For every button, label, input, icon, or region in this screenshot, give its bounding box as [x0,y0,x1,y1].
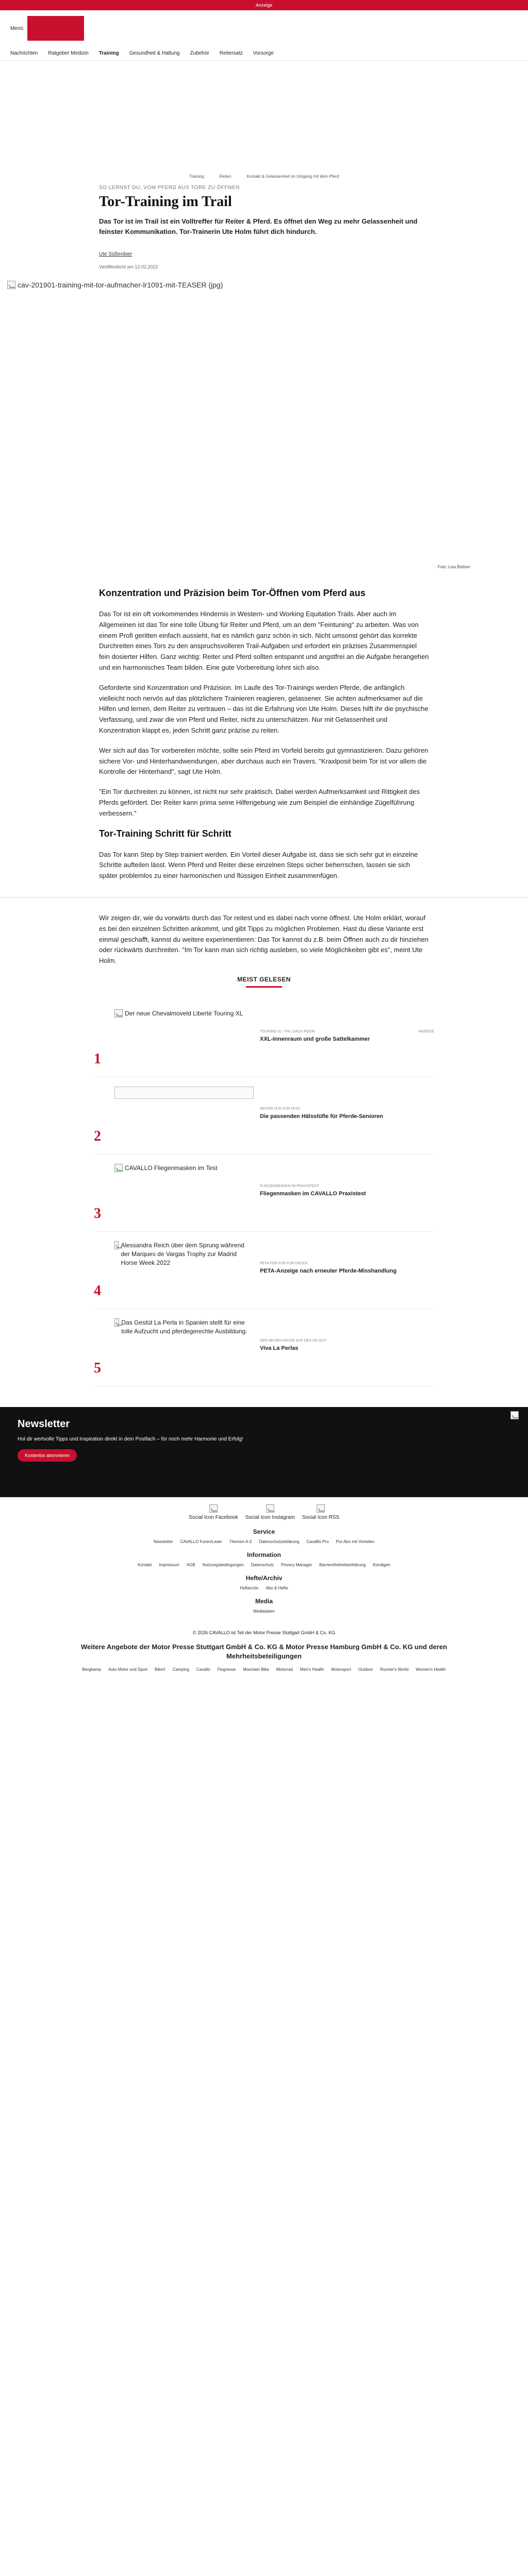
teaser-headline[interactable]: Viva La Perlas [260,1345,299,1351]
article-outro [99,913,429,967]
title-underline [246,986,282,988]
image-alt-text: Alessandra Reich über dem Sprung während der Marques de Vargas Trophy zur Madrid Horse Week 2022 [121,1241,244,1266]
teaser-headline[interactable]: Fliegenmasken im CAVALLO Praxistest [260,1190,366,1197]
section-heading: Tor-Training Schritt für Schritt [99,828,232,839]
teaser-text [260,1241,434,1299]
partner-link[interactable]: BikeX [155,1667,166,1672]
article-header [99,174,429,269]
footer-links [0,1609,528,1614]
category-label: TOURING XL / PKL DACK ROOM [260,1029,315,1033]
footer-link[interactable]: Datenschutzerklärung [259,1539,300,1544]
teaser-text [260,1164,434,1222]
newsletter-text: Hol dir wertvolle Tipps und Inspiration direkt in dein Postfach – für noch mehr Harmonie und Erfolg! [18,1436,243,1442]
partner-link[interactable]: Runner's World [380,1667,409,1672]
paragraph: Wer sich auf das Tor vorbereiten möchte, sollte sein Pferd im Vorfeld bereits gut gymnastizieren. Dazu gehören sichere Vor- und Hinterhandwendungen, aber durchaus auch ein Travers. "Kraxlposit beim Tor ist vor allem die Kontrolle der Hinterhand", sagt Ute Holm. [99,746,428,776]
footer-information [0,1551,528,1567]
menu-button[interactable]: Menü [10,25,24,31]
rank-number: 2 [94,1128,101,1144]
teaser-category [260,1107,434,1111]
rank-number: 5 [94,1360,101,1376]
teaser-category [260,1262,434,1265]
most-read-item[interactable] [94,1309,434,1386]
partner-link[interactable]: Motorrad [276,1667,293,1672]
copyright: © 2026 CAVALLO ist Teil der Motor Presse Stuttgart GmbH & Co. KG [192,1630,336,1635]
nav-item-active[interactable]: Training [98,50,119,56]
site-header [0,10,528,46]
breadcrumb [99,174,429,179]
broken-image-icon [114,1318,119,1327]
nav-item[interactable]: Vorsorge [253,50,274,56]
teaser-text [260,1009,434,1067]
broken-image-icon [114,1164,123,1172]
teaser-headline[interactable]: Die passenden Hälsstüfle für Pferde-Senioren [260,1113,384,1120]
most-read-item[interactable] [94,1155,434,1232]
footer-hefte [0,1574,528,1590]
paragraph: Das Tor ist ein oft vorkommendes Hindernis in Western- und Working Equitation Trails. Aber auch im Allgemeinen ist das Tor eine tolle Übung für Reiter und Pferd, um an dem "Feintuning" zu arbeiten. Was von einem Profi geritten einfach aussieht, hat es nämlich ganz schön in sich. Nicht umsonst gehört das korrekte Durchreiten eines Tors zu den anspruchsvolleren Trail-Aufgaben und erfordert ein präzises Zusammenspiel fein dosierter Hilfen. Ganz wichtig: Reiter und Pferd sollten entspannt und angstfrei an die Aufgabe herangehen und ein harmonisches Team bilden. Eine gute Vorbereitung lohnt sich also. [99,610,429,671]
partner-link[interactable]: Auto Motor und Sport [108,1667,147,1672]
facebook-icon[interactable] [189,1504,238,1521]
partner-link[interactable]: Camping [172,1667,189,1672]
paragraph: Das Tor kann Step by Step trainiert werden. Ein Vorteil dieser Aufgabe ist, dass sie sich sehr gut in einzelne Schritte aufteilen lässt. Wenn Pferd und Reiter diese einzelnen Steps sicher beherrschen, lassen sie sich später problemlos zu einer harmonischen und flüssigen Einheit zusammenfügen. [99,850,418,880]
newsletter-box [0,1407,528,1497]
category-label: REITER FÜR FÜR FEST [260,1107,301,1111]
most-read-item[interactable] [94,1000,434,1077]
footer-link[interactable]: Abo & Hefte [266,1585,288,1590]
footer-heading: Service [253,1528,275,1535]
hero-image [0,280,528,579]
social-label: Social Icon RSS [302,1514,340,1520]
publish-date: Veröffentlicht am 12.02.2022 [99,264,158,269]
footer-service [0,1528,528,1544]
most-read-item[interactable] [94,1077,434,1155]
social-label: Social Icon Facebook [188,1514,238,1520]
teaser-image[interactable] [114,1241,254,1299]
social-links [0,1504,528,1521]
top-ad-bar [0,0,528,10]
image-alt-text: Das Gestüt La Perla in Spanien stellt für eine tolle Aufzucht und pferdegerechte Ausbildung. [121,1318,248,1335]
article-section [99,588,429,882]
partner-link[interactable]: Women's Health [416,1667,446,1672]
teaser-headline[interactable]: PETA-Anzeige nach erneuter Pferde-Misshandlung [260,1267,397,1274]
broken-image-icon [510,1411,519,1419]
teaser-image[interactable] [114,1009,254,1067]
nav-item[interactable]: Reitersatz [219,50,243,56]
nav-item[interactable]: Nachrichten [10,50,38,56]
partner-link[interactable]: Outdoor [358,1667,373,1672]
nav-item[interactable]: Gesundheit & Haltung [129,50,180,56]
rank-number: 4 [94,1282,101,1299]
footer-link[interactable]: Privacy Manager [281,1562,312,1567]
footer-heading: Hefte/Archiv [245,1574,283,1582]
image-placeholder [114,1087,254,1099]
teaser-headline[interactable]: XXL-Innenraum und große Sattelkammer [260,1036,370,1042]
broken-image-icon [114,1009,123,1018]
site-logo[interactable] [27,16,84,41]
teaser-image[interactable] [114,1087,254,1145]
footer-link[interactable]: AGB [186,1562,195,1567]
broken-image-icon [266,1504,274,1513]
teaser-image[interactable] [114,1164,254,1222]
most-read-title: MEIST GELESEN [237,975,291,983]
image-alt-text: Der neue Chevalmoveld Liberté Touring XL [125,1009,243,1017]
partner-link[interactable]: Bergkamp [82,1667,101,1672]
author-link[interactable]: Ute Süßenbier [99,251,133,257]
newsletter-subscribe-button[interactable]: Kostenlos abonnieren [18,1449,77,1462]
partner-link[interactable]: Motorsport [331,1667,351,1672]
image-credit: Foto: Lisa Büttner [437,565,470,569]
broken-image-icon [317,1504,325,1513]
newsletter-title: Newsletter [18,1418,70,1430]
footer-link[interactable]: Pur Abo mit Vorteilen [336,1539,375,1544]
footer-media [0,1598,528,1614]
partner-link[interactable]: Mountain Bike [243,1667,269,1672]
more-offers-links [0,1667,528,1687]
footer-link[interactable]: Themen A-Z [229,1539,252,1544]
more-offers-title: Weitere Angebote der Motor Presse Stuttgart GmbH & Co. KG & Motor Presse Hamburg GmbH & Co. KG und deren Mehrheitsbeteiligungen [80,1642,448,1660]
article-lead: Das Tor ist im Trail ist ein Volltreffer für Reiter & Pferd. Es öffnet den Weg zu mehr Gelassenheit und feinster Kommunikation. Tor-Trainerin Ute Holm führt dich hindurch. [99,217,418,235]
paragraph: "Ein Tor durchreiten zu können, ist nicht nur sehr praktisch. Dabei werden Aufmerksamkeit und Rittigkeit des Pferds gefördert. Der Reiter kann prima seine Hilfengebung wie zum Beispiel die einhändige Zügelführung verbessern." [99,788,420,817]
most-read-item[interactable] [94,1232,434,1309]
hero-alt-text: cav-201901-training-mit-tor-aufmacher-lr1091-mit-TEASER (jpg) [18,281,223,289]
social-label: Social Icon Instagram [245,1514,295,1520]
instagram-icon[interactable] [245,1504,295,1521]
paragraph: Geforderte sind Konzentration und Präzision. Im Laufe des Tor-Trainings werden Pferde, die anfänglich vielleicht noch nervös auf das plötzlichere Trainieren reagieren, gelassener. Sie achten aufmerksamer auf die Hilfen und lernen, dem Reiter zu vertrauen – das ist die Erfahrung von Ute Holm. Dieses hilft ihr die psychische Verfassung, und zwar die von Pferd und Reiter, nicht zu unterschätzen. Nur mit Gelassenheit und Konzentration klappt es, jeden Schritt ganz präzise zu reiten. [99,683,428,734]
main-nav [0,46,528,61]
footer-link[interactable]: Datenschutz [251,1562,274,1567]
nav-item[interactable]: Ratgeber Medizin [48,50,89,56]
teaser-text [260,1087,434,1145]
footer-link[interactable]: Newsletter [153,1539,173,1544]
category-label: FLIEGENMASKEN IM PRAXISTEST [260,1184,319,1188]
article-headline: Tor-Training im Trail [99,194,232,210]
partner-link[interactable]: Cavallo [196,1667,210,1672]
most-read [94,976,434,1386]
category-label: DER NEUEN HOUSE AUF DES HO GUT [260,1338,327,1343]
category-label: PETA FÜR FÜR FÜR DRUCK [260,1261,308,1265]
footer-link[interactable]: CAVALLO Foren/Leser [180,1539,222,1544]
footer-link[interactable]: Kontakt [138,1562,152,1567]
rss-icon[interactable] [302,1504,339,1521]
teaser-category [260,1184,434,1188]
footer-links [0,1563,528,1567]
broken-image-icon [209,1504,218,1513]
paragraph: Wir zeigen dir, wie du vorwärts durch das Tor reitest und es dabei nach vorne öffnest. Ute Holm erklärt, worauf es bei den einzelnen Schritten ankommt, und gibt Tipps zu möglichen Problemen. Hast du diese Variante erst einmal geschafft, kannst du weitere experimentieren: Das Tor kannst du z.B. beim Öffnen auch zu dir hinziehen oder rückwärts durchreiten. "Im Tor kann man sich richtig ausleben, so viele Möglichkeiten gibt es", meint Ute Holm. [99,913,428,965]
breadcrumb-item[interactable]: Training [189,174,204,179]
image-alt-text: CAVALLO Fliegenmasken im Test [125,1164,218,1172]
footer-link[interactable]: Mediadaten [253,1608,275,1614]
broken-image-icon [114,1241,119,1249]
rank-number: 1 [94,1050,101,1067]
partner-link[interactable]: Flugrevue [217,1667,236,1672]
footer-heading: Information [247,1551,281,1558]
topbar-text: Anzeige [255,3,273,8]
article-kicker: SO LERNST DU, VOM PFERD AUS TORE ZU ÖFFNEN [99,185,240,191]
teaser-image[interactable] [114,1318,254,1377]
footer-link[interactable]: Barrierefreiheitserklärung [319,1562,366,1567]
breadcrumb-item[interactable]: Kontakt & Gelassenheit im Umgang mit dem Pferd [246,174,339,179]
teaser-text [260,1318,434,1377]
breadcrumb-item[interactable]: Reiten [219,174,232,179]
footer-heading: Media [255,1597,273,1605]
rank-number: 3 [94,1205,101,1222]
footer-link[interactable]: Heftarchiv [240,1585,259,1590]
ad-space [0,61,528,174]
nav-item[interactable]: Zubehör [190,50,209,56]
teaser-category [260,1339,434,1343]
footer-links [0,1539,528,1544]
section-heading: Konzentration und Präzision beim Tor-Öffnen vom Pferd aus [99,588,366,598]
ad-tag: ANZEIGE [418,1029,434,1033]
footer-links [0,1586,528,1590]
footer-link[interactable]: CavaBo Pro [306,1539,329,1544]
hero-image-alt [7,281,223,289]
teaser-category [260,1030,434,1033]
footer-link[interactable]: Nutzungsbedingungen [202,1562,244,1567]
partner-link[interactable]: Men's Health [300,1667,324,1672]
broken-image-icon [7,281,15,289]
footer-link[interactable]: Kündigen [373,1562,390,1567]
footer-link[interactable]: Impressum [159,1562,179,1567]
